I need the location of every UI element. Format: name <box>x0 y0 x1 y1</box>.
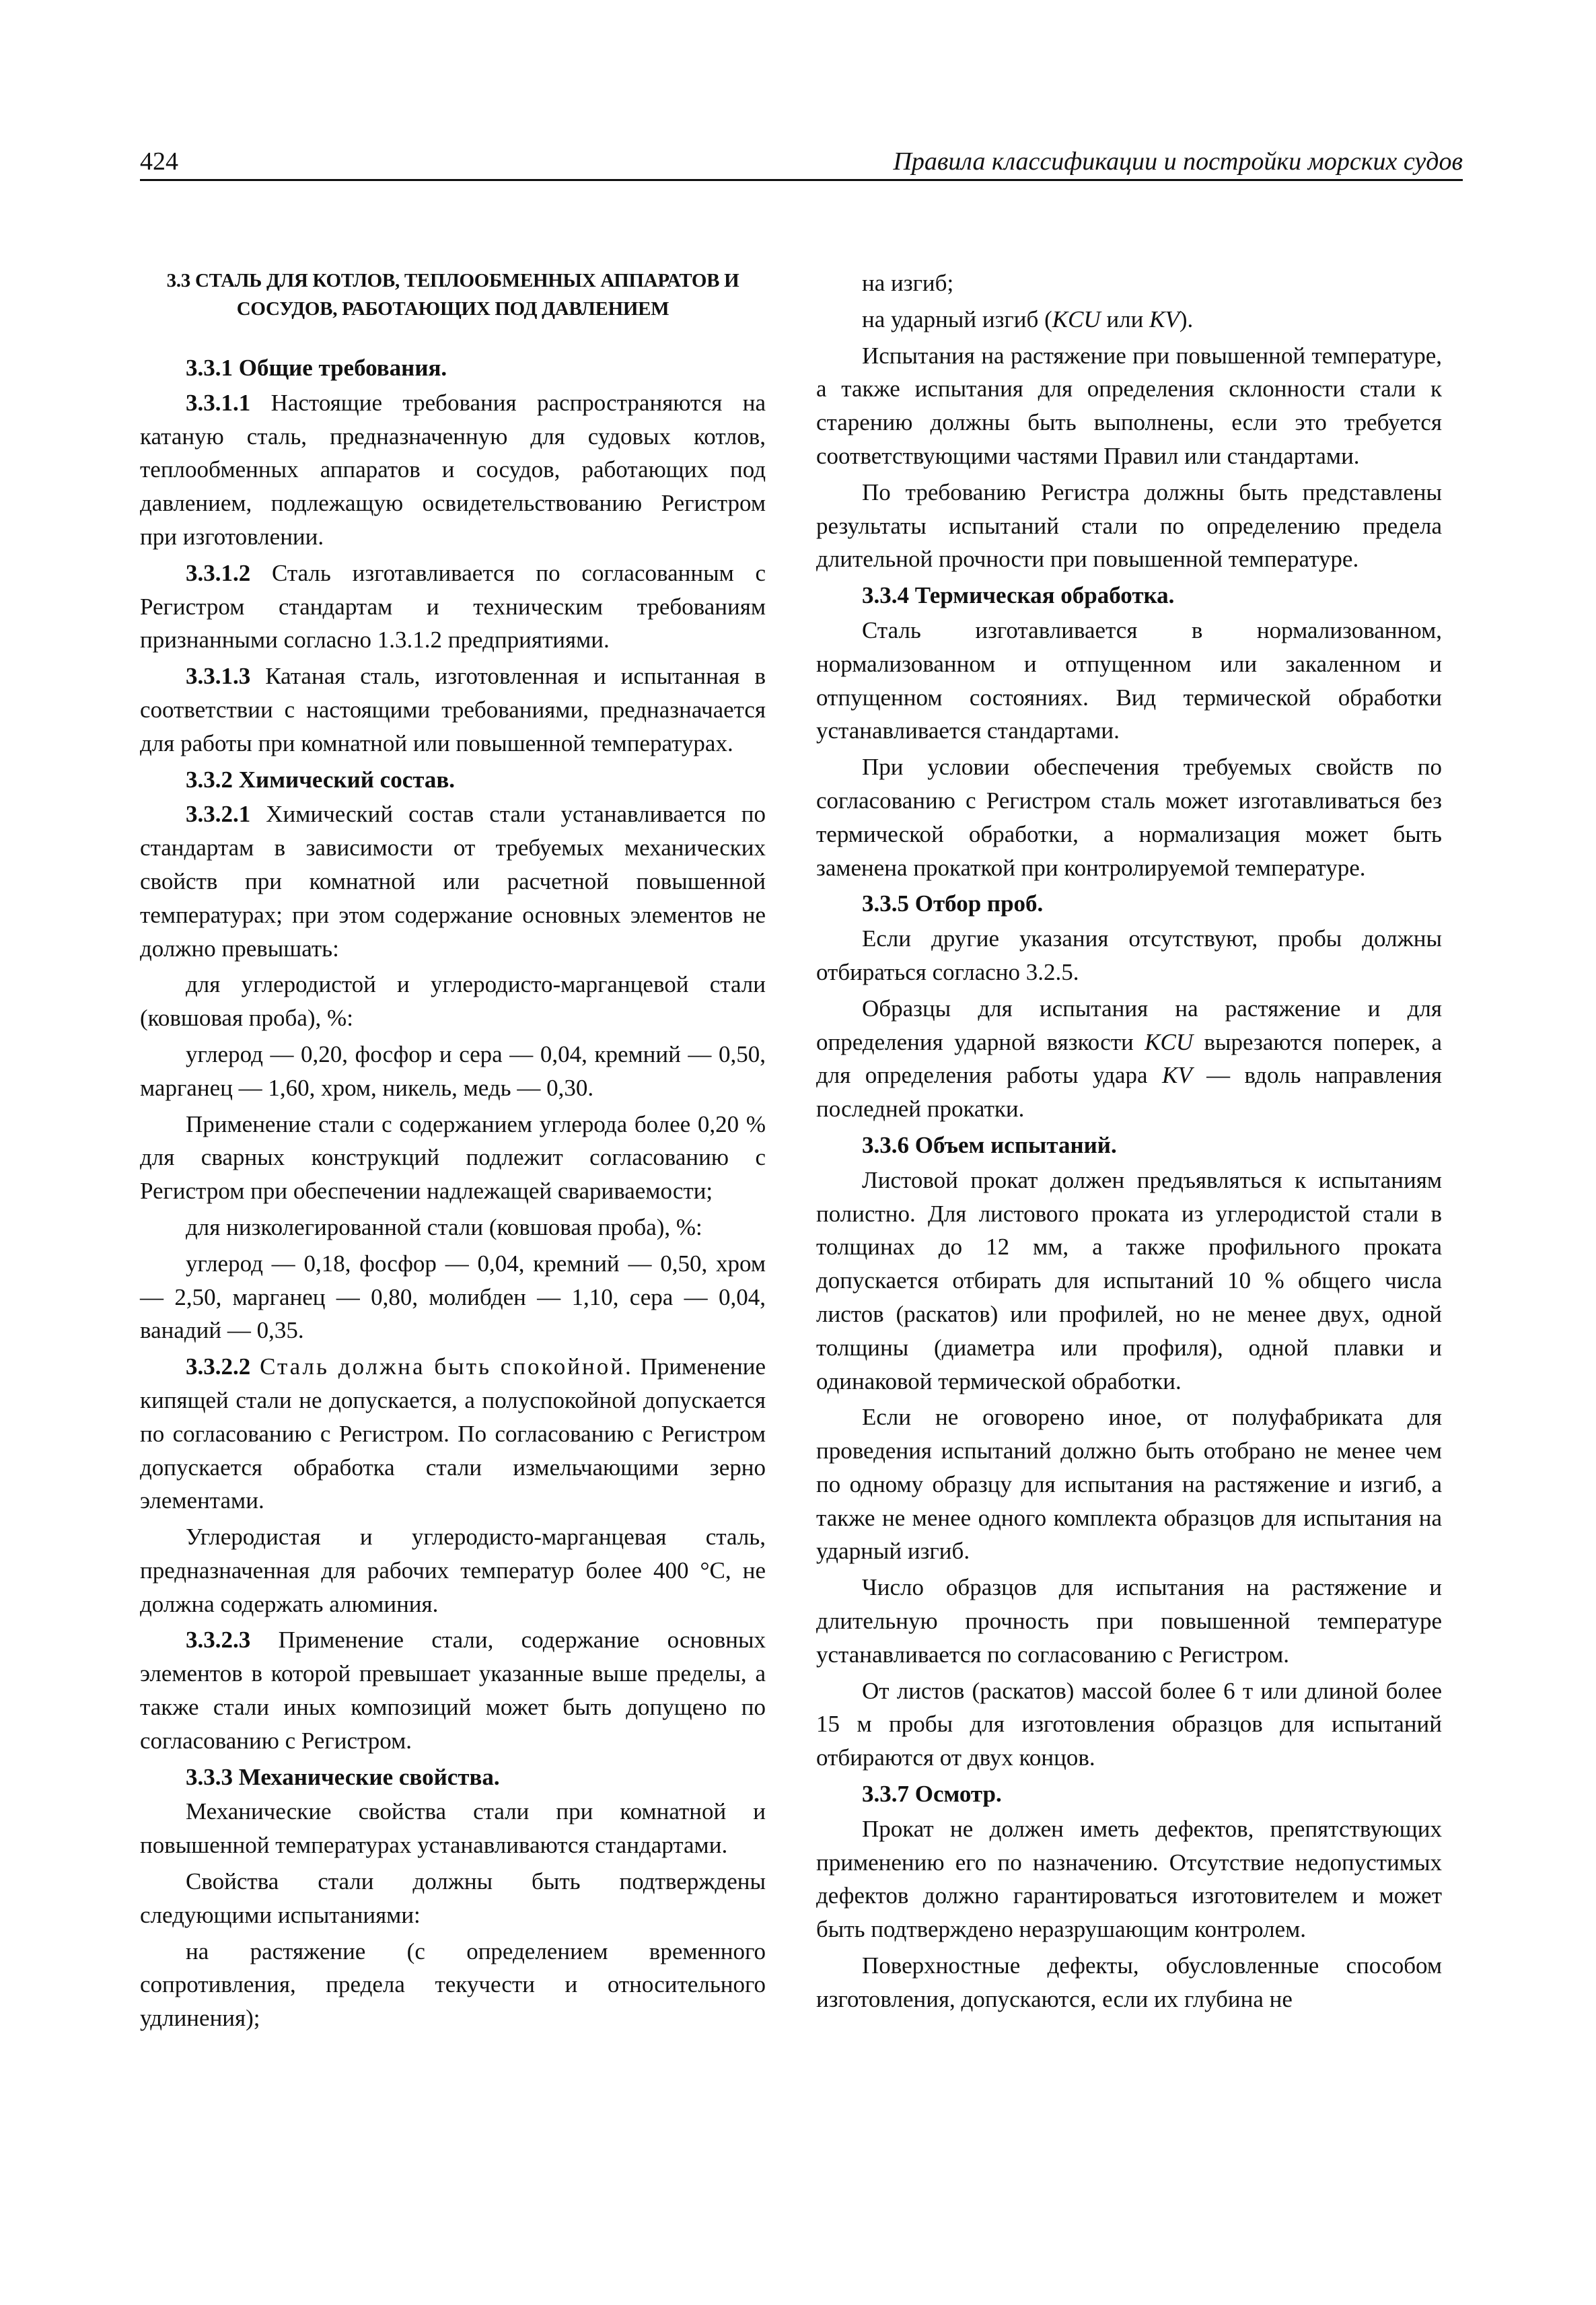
paragraph-text: ). <box>1179 306 1194 332</box>
paragraph-text: на ударный изгиб ( <box>862 306 1052 332</box>
paragraph-carbon-limits: углерод — 0,20, фосфор и сера — 0,04, кремний — 0,50, марганец — 1,60, хром, никель, медь — 0,30. <box>140 1040 766 1101</box>
clause-number: 3.3.1.3 <box>186 663 251 690</box>
paragraph-carbon-steel: для углеродистой и углеродисто-марганцевой стали (ковшовая проба), %: <box>140 971 766 1032</box>
left-column <box>140 267 766 2038</box>
paragraph-text: или <box>1100 306 1150 332</box>
paragraph-3-3-1-1 <box>140 386 766 554</box>
clause-number: 3.3.1.2 <box>186 559 251 586</box>
section-title: 3.3 СТАЛЬ ДЛЯ КОТЛОВ, ТЕПЛООБМЕННЫХ АППАРАТОВ И СОСУДОВ, РАБОТАЮЩИХ ПОД ДАВЛЕНИЕМ <box>166 270 739 320</box>
paragraph-insp-2: Поверхностные дефекты, обусловленные способом изготовления, допускаются, если их глубина не <box>816 1952 1442 2012</box>
paragraph-text: Химический состав стали устанавливается по стандартам в зависимости от требуемых механических свойств при комнатной или расчетной повышенной температурах; при этом содержание основных элементов не должно превышать: <box>140 801 766 962</box>
page-number: 424 <box>140 147 178 176</box>
paragraph-mech-2: Свойства стали должны быть подтверждены следующими испытаниями: <box>140 1868 766 1928</box>
paragraph-text: Применение стали, содержание основных элементов в которой превышает указанные выше пределы, а также стали иных композиций может быть допущено по согласованию с Регистром. <box>140 1627 766 1754</box>
paragraph-text: Катаная сталь, изготовленная и испытанная в соответствии с настоящими требованиями, предназначается для работы при комнатной или повышенной температурах. <box>140 663 766 756</box>
clause-number: 3.3.2.3 <box>186 1627 251 1654</box>
paragraph-weld: Применение стали с содержанием углерода более 0,20 % для сварных конструкций подлежит согласованию с Регистром при обеспечении надлежащей свариваемости; <box>140 1110 766 1205</box>
header-rule <box>140 179 1463 181</box>
paragraph-text-spaced: Сталь должна быть спокойной. <box>250 1353 633 1380</box>
paragraph-heat-1: Сталь изготавливается в нормализованном, нормализованном и отпущенном или закаленном и отпущенном состояниях. Вид термической обработки устанавливается стандартами. <box>816 616 1442 744</box>
paragraph-mech-1: Механические свойства стали при комнатной и повышенной температурах устанавливаются стандартами. <box>140 1798 766 1859</box>
symbol-kcu: KCU <box>1145 1028 1194 1055</box>
heading-3-3-1: 3.3.1 Общие требования. <box>186 355 447 381</box>
heading-3-3-5: 3.3.5 Отбор проб. <box>862 890 1044 917</box>
paragraph-scope-4: От листов (раскатов) массой более 6 т или длиной более 15 м пробы для изготовления образцов для испытаний отбираются от двух концов. <box>816 1677 1442 1771</box>
symbol-kv: KV <box>1149 306 1180 332</box>
clause-number: 3.3.2.1 <box>186 801 251 828</box>
paragraph-impact <box>816 303 1442 336</box>
clause-number: 3.3.2.2 <box>186 1353 251 1380</box>
paragraph-3-3-1-3 <box>140 660 766 760</box>
heading-3-3-6: 3.3.6 Объем испытаний. <box>862 1131 1117 1158</box>
paragraph-3-3-2-3 <box>140 1623 766 1757</box>
paragraph-low-alloy-limits: углерод — 0,18, фосфор — 0,04, кремний — 0,50, хром — 2,50, марганец — 0,80, молибден — 1,10, сера — 0,04, ванадий — 0,35. <box>140 1250 766 1344</box>
paragraph-3-3-2-2 <box>140 1350 766 1518</box>
clause-number: 3.3.1.1 <box>186 389 251 416</box>
paragraph-scope-2: Если не оговорено иное, от полуфабриката для проведения испытаний должно быть отобрано не менее чем по одному образцу для испытания на растяжение и изгиб, а также не менее одного комплекта образцов для испытания на ударный изгиб. <box>816 1404 1442 1565</box>
heading-3-3-4: 3.3.4 Термическая обработка. <box>862 582 1175 609</box>
symbol-kcu: KCU <box>1052 306 1101 332</box>
paragraph-insp-1: Прокат не должен иметь дефектов, препятствующих применению его по назначению. Отсутствие недопустимых дефектов должно гарантироваться изготовителем и может быть подтверждено неразрушающим контролем. <box>816 1815 1442 1943</box>
paragraph-text: Настоящие требования распространяются на катаную сталь, предназначенную для судовых котлов, теплообменных аппаратов и сосудов, работающих под давлением, подлежащую освидетельствованию Регистром при изготовлении. <box>140 389 766 550</box>
paragraph-bend: на изгиб; <box>862 270 954 296</box>
paragraph-elevated: Испытания на растяжение при повышенной температуре, а также испытания для определения склонности стали к старению должны быть выполнены, если это требуется соответствующими частями Правил или стандартами. <box>816 342 1442 469</box>
paragraph-mech-3: на растяжение (с определением временного сопротивления, предела текучести и относительного удлинения); <box>140 1938 766 2032</box>
paragraph-aluminium: Углеродистая и углеродисто-марганцевая сталь, предназначенная для рабочих температур более 400 °С, не должна содержать алюминия. <box>140 1524 766 1617</box>
paragraph-scope-1: Листовой прокат должен предъявляться к испытаниям полистно. Для листового проката из углеродистой стали в толщинах до 12 мм, а также профильного проката допускается отбирать для испытаний 10 % общего числа листов (раскатов) или профилей, но не менее двух, одной толщины (диаметра или профиля), одной плавки и одинаковой термической обработки. <box>816 1166 1442 1394</box>
paragraph-heat-2: При условии обеспечения требуемых свойств по согласованию с Регистром сталь может изготавливаться без термической обработки, а нормализация может быть заменена прокаткой при контролируемой температуре. <box>816 754 1442 881</box>
heading-3-3-7: 3.3.7 Осмотр. <box>862 1781 1002 1808</box>
paragraph-text: Сталь изготавливается по согласованным с Регистром стандартам и техническим требованиям признанными согласно 1.3.1.2 предприятиями. <box>140 559 766 653</box>
paragraph-text: Образцы для испытания на растяжение и для определения ударной вязкости <box>816 995 1442 1055</box>
heading-3-3-2: 3.3.2 Химический состав. <box>186 766 456 793</box>
paragraph-samp-2 <box>816 992 1442 1126</box>
paragraph-low-alloy: для низколегированной стали (ковшовая проба), %: <box>186 1213 702 1240</box>
running-title: Правила классификации и постройки морских судов <box>893 147 1463 176</box>
paragraph-samp-1: Если другие указания отсутствуют, пробы должны отбираться согласно 3.2.5. <box>816 925 1442 985</box>
paragraph-text: Применение кипящей стали не допускается, а полуспокойной допускается по согласованию с Регистром. По согласованию с Регистром допускается обработка стали измельчающими зерно элементами. <box>140 1353 766 1514</box>
heading-3-3-3: 3.3.3 Механические свойства. <box>186 1763 500 1790</box>
right-column <box>816 267 1442 2019</box>
paragraph-longterm: По требованию Регистра должны быть представлены результаты испытаний стали по определению предела длительной прочности при повышенной температуре. <box>816 478 1442 573</box>
paragraph-scope-3: Число образцов для испытания на растяжение и длительную прочность при повышенной температуре устанавливается по согласованию с Регистром. <box>816 1574 1442 1668</box>
paragraph-text: вырезаются поперек, а для определения работы удара <box>816 1028 1442 1089</box>
paragraph-3-3-1-2 <box>140 557 766 657</box>
symbol-kv: KV <box>1161 1062 1192 1089</box>
paragraph-text: — вдоль направления последней прокатки. <box>816 1062 1442 1123</box>
paragraph-3-3-2-1 <box>140 797 766 965</box>
page-header <box>140 144 1463 184</box>
